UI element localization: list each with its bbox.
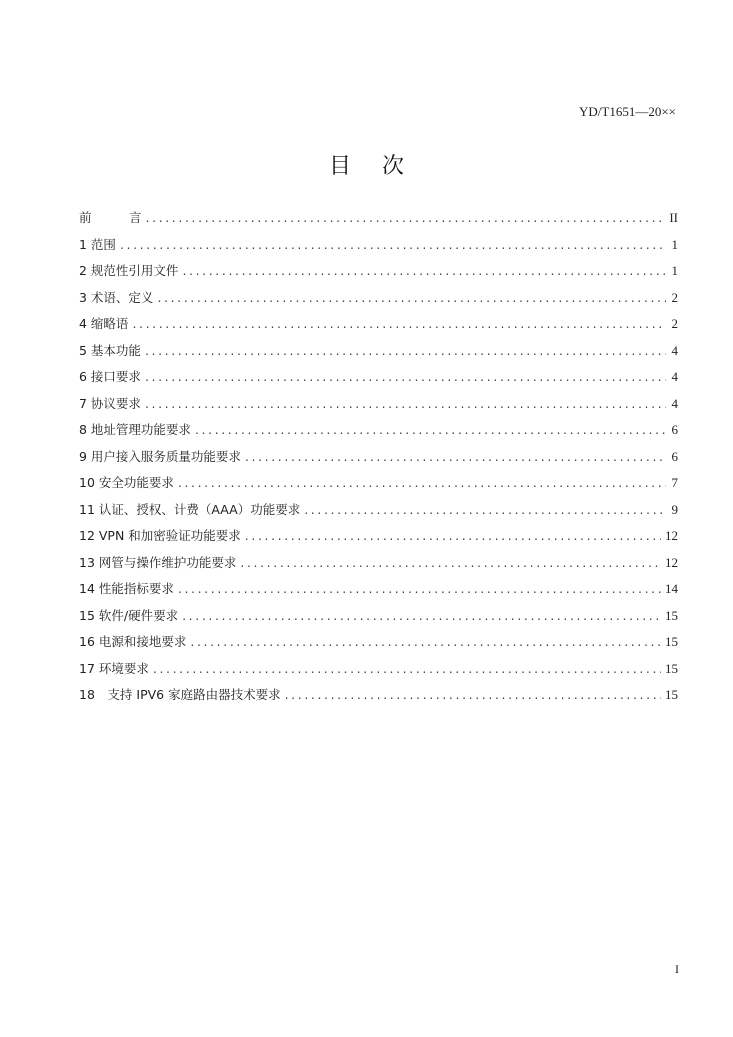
- toc-entry[interactable]: [79, 470, 678, 497]
- toc-entry-page: 15: [665, 634, 678, 649]
- document-code: YD/T1651—20××: [579, 104, 676, 119]
- toc-entry[interactable]: [79, 629, 678, 656]
- toc-dot-leader: [145, 364, 666, 391]
- toc-entry-label: 17 环境要求: [79, 660, 149, 676]
- toc-dot-leader: [145, 338, 666, 365]
- toc-entry-page: 12: [665, 554, 678, 570]
- toc-entry-label: 18 支持 IPV6 家庭路由器技术要求: [79, 687, 281, 702]
- toc-dot-leader: [178, 576, 661, 603]
- toc-entry-page: 12: [665, 528, 678, 543]
- toc-entry-label: 15 软件/硬件要求: [79, 607, 179, 623]
- toc-entry[interactable]: [79, 656, 678, 683]
- toc-dot-leader: [240, 550, 661, 577]
- toc-entry-label: 9 用户接入服务质量功能要求: [79, 448, 241, 464]
- toc-entry[interactable]: [79, 391, 678, 418]
- toc-entry[interactable]: [79, 285, 678, 312]
- toc-entry[interactable]: [79, 603, 678, 630]
- toc-entry-page: 1: [671, 236, 678, 252]
- toc-entry[interactable]: [79, 497, 678, 524]
- toc-entry-page: 15: [665, 660, 678, 676]
- toc-entry-page: 4: [671, 369, 678, 384]
- toc-dot-leader: [178, 470, 666, 497]
- toc-dot-leader: [245, 444, 666, 471]
- toc-entry-page: 6: [671, 448, 678, 464]
- toc-entry-label: 12 VPN 和加密验证功能要求: [79, 528, 241, 543]
- toc-dot-leader: [157, 285, 666, 312]
- toc-entry-label: 16 电源和接地要求: [79, 634, 187, 649]
- toc-dot-leader: [304, 497, 666, 524]
- toc-entry-page: 15: [665, 687, 678, 702]
- toc-entry[interactable]: [79, 682, 678, 709]
- toc-entry-label: 6 接口要求: [79, 369, 141, 384]
- toc-dot-leader: [190, 629, 661, 656]
- toc-dot-leader: [132, 311, 666, 338]
- table-of-contents: [79, 205, 678, 709]
- toc-entry-preface[interactable]: [79, 205, 678, 232]
- toc-entry-page: II: [669, 210, 678, 225]
- toc-entry[interactable]: [79, 550, 678, 577]
- toc-entry-label: 14 性能指标要求: [79, 581, 174, 596]
- toc-entry[interactable]: [79, 338, 678, 365]
- toc-entry-page: 9: [671, 501, 678, 517]
- toc-entry-page: 2: [671, 289, 678, 305]
- toc-entry-page: 6: [671, 422, 678, 437]
- toc-entry-page: 4: [671, 342, 678, 358]
- toc-dot-leader: [285, 682, 661, 709]
- toc-entry-label: 3 术语、定义: [79, 289, 154, 305]
- toc-entry[interactable]: [79, 417, 678, 444]
- toc-entry[interactable]: [79, 311, 678, 338]
- toc-entry-label: 10 安全功能要求: [79, 475, 174, 490]
- toc-entry[interactable]: [79, 364, 678, 391]
- toc-dot-leader: [245, 523, 661, 550]
- toc-entry-label: 8 地址管理功能要求: [79, 422, 191, 437]
- page-number: I: [675, 962, 679, 976]
- toc-dot-leader: [145, 391, 666, 418]
- toc-entry-label: 5 基本功能: [79, 342, 141, 358]
- toc-entry[interactable]: [79, 232, 678, 259]
- toc-entry-page: 4: [671, 395, 678, 411]
- toc-entry-page: 1: [671, 263, 678, 278]
- toc-entry-page: 14: [665, 581, 678, 596]
- toc-entry-page: 2: [671, 316, 678, 331]
- toc-entry[interactable]: [79, 523, 678, 550]
- toc-entry-label: 1 范围: [79, 236, 116, 252]
- toc-entry-label: 13 网管与操作维护功能要求: [79, 554, 237, 570]
- toc-entry-label: 2 规范性引用文件: [79, 263, 179, 278]
- toc-dot-leader: [195, 417, 666, 444]
- toc-entry-page: 7: [671, 475, 678, 490]
- toc-entry[interactable]: [79, 576, 678, 603]
- toc-dot-leader: [146, 205, 666, 232]
- toc-entry[interactable]: [79, 258, 678, 285]
- toc-entry-page: 15: [665, 607, 678, 623]
- page-title: 目 次: [329, 154, 416, 179]
- toc-entry-label: 4 缩略语: [79, 316, 129, 331]
- toc-entry-label: 7 协议要求: [79, 395, 141, 411]
- toc-entry-label: 前 言: [79, 210, 142, 225]
- toc-dot-leader: [120, 232, 666, 259]
- toc-entry[interactable]: [79, 444, 678, 471]
- toc-entry-label: 11 认证、授权、计费（AAA）功能要求: [79, 501, 301, 517]
- toc-dot-leader: [153, 656, 661, 683]
- toc-dot-leader: [182, 258, 666, 285]
- toc-dot-leader: [182, 603, 661, 630]
